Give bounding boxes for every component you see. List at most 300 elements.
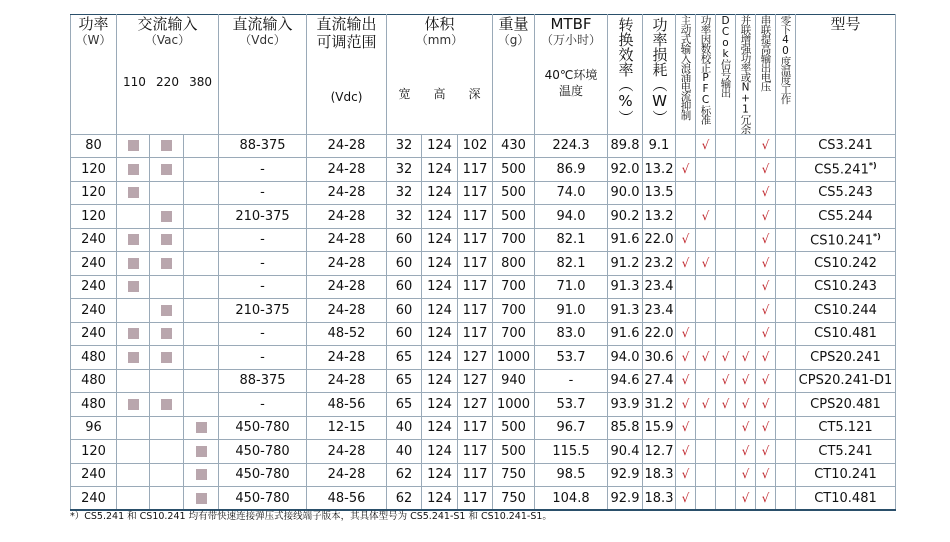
check-mark: √ [761,420,770,435]
cell-dc-output: 24-28 [307,181,387,205]
ac-support-marker [161,399,172,410]
cell-efficiency: 92.9 [608,463,643,487]
cell-active-inrush [676,487,696,511]
cell-ac-380 [184,369,219,393]
cell-ac-110 [117,181,150,205]
model-name: CS10.244 [814,302,877,318]
cell-power: 120 [71,181,117,205]
cell-ac-110 [117,134,150,158]
table-row [71,393,896,417]
cell-dc-input: 210-375 [219,205,307,229]
cell-depth: 117 [458,299,493,323]
cell-ac-380 [184,463,219,487]
cell-dc-output: 24-28 [307,299,387,323]
table-row [71,369,896,393]
header-power-unit: （W） [75,33,112,47]
cell-dc-input: - [219,228,307,252]
header-ac-380: 380 [189,75,212,89]
model-name: CS10.241 [810,232,873,248]
cell-power: 240 [71,322,117,346]
cell-model [796,369,896,393]
header-ac-input-unit: （Vac） [144,33,191,47]
cell-ac-110 [117,487,150,511]
ac-support-marker [128,281,139,292]
cell-pfc [696,228,716,252]
cell-efficiency: 94.6 [608,369,643,393]
cell-loss: 15.9 [643,416,676,440]
cell-depth: 117 [458,158,493,182]
cell-mtbf: 71.0 [535,275,608,299]
cell-model [796,275,896,299]
cell-ac-110 [117,275,150,299]
cell-low-temp [776,228,796,252]
ac-support-marker [128,399,139,410]
ac-support-marker [128,328,139,339]
cell-loss: 23.2 [643,252,676,276]
header-model-label: 型号 [830,15,861,33]
check-mark: √ [761,326,770,341]
table-row [71,463,896,487]
cell-dc-output: 48-56 [307,487,387,511]
cell-pfc [696,463,716,487]
model-name: CT5.121 [818,420,873,436]
cell-dc-output: 24-28 [307,228,387,252]
cell-ac-380 [184,228,219,252]
cell-ac-380 [184,440,219,464]
cell-weight: 500 [493,181,535,205]
cell-loss: 13.2 [643,158,676,182]
cell-height: 124 [422,322,458,346]
cell-weight: 700 [493,322,535,346]
cell-ac-220 [150,346,184,370]
cell-loss: 13.2 [643,205,676,229]
header-dc-input [219,15,307,135]
cell-height: 124 [422,463,458,487]
cell-ac-220 [150,416,184,440]
cell-dc-input: 450-780 [219,416,307,440]
cell-series [756,463,776,487]
cell-low-temp [776,487,796,511]
model-name: CT10.241 [814,467,877,483]
model-name: CPS20.241 [810,349,881,365]
cell-low-temp [776,252,796,276]
cell-power: 480 [71,369,117,393]
cell-ac-110 [117,322,150,346]
header-efficiency-label: 转换效率（%） [616,17,635,125]
header-parallel-label: 并联增强功率或N+1冗余 [739,15,752,134]
cell-efficiency: 91.3 [608,299,643,323]
cell-series [756,346,776,370]
cell-width: 60 [387,322,422,346]
cell-parallel [736,275,756,299]
cell-weight: 1000 [493,393,535,417]
model-name: CS5.244 [818,208,873,224]
cell-ac-380 [184,487,219,511]
cell-width: 65 [387,346,422,370]
cell-ac-110 [117,416,150,440]
table-row [71,275,896,299]
cell-mtbf: 74.0 [535,181,608,205]
cell-weight: 500 [493,205,535,229]
header-mtbf-condition-2: 温度 [558,84,583,98]
cell-parallel [736,393,756,417]
cell-weight: 700 [493,275,535,299]
cell-pfc [696,275,716,299]
cell-ac-220 [150,463,184,487]
cell-ac-380 [184,416,219,440]
cell-active-inrush [676,322,696,346]
ac-support-marker [128,140,139,151]
cell-width: 40 [387,440,422,464]
header-dc-input-label: 直流输入 [232,15,293,33]
cell-power: 96 [71,416,117,440]
header-row [71,15,896,135]
cell-series [756,487,776,511]
cell-series [756,369,776,393]
header-volume [387,15,493,135]
cell-ac-220 [150,299,184,323]
cell-dc-ok [716,158,736,182]
cell-ac-110 [117,252,150,276]
cell-ac-220 [150,228,184,252]
header-dc-output [307,15,387,135]
cell-dc-input: 88-375 [219,134,307,158]
cell-weight: 1000 [493,346,535,370]
cell-loss: 18.3 [643,487,676,511]
cell-pfc [696,158,716,182]
product-spec-table [70,14,896,511]
cell-parallel [736,463,756,487]
header-weight-label: 重量 [498,15,529,33]
cell-power: 240 [71,228,117,252]
header-loss-label: 功率损耗（W） [650,17,669,125]
cell-pfc [696,134,716,158]
header-series [756,15,776,135]
cell-active-inrush [676,134,696,158]
cell-ac-110 [117,393,150,417]
cell-dc-ok [716,322,736,346]
ac-support-marker [128,258,139,269]
header-active-inrush-label: 主动式输入浪涌电流抑制 [679,15,692,120]
cell-depth: 102 [458,134,493,158]
model-name: CS5.241 [814,162,869,178]
cell-power: 80 [71,134,117,158]
cell-dc-input: - [219,158,307,182]
ac-support-marker [161,328,172,339]
model-name: CS10.243 [814,279,877,295]
cell-parallel [736,158,756,182]
cell-weight: 940 [493,369,535,393]
header-depth: 深 [468,87,481,101]
cell-efficiency: 91.6 [608,322,643,346]
cell-low-temp [776,134,796,158]
cell-series [756,158,776,182]
cell-loss: 27.4 [643,369,676,393]
header-volume-label: 体积 [424,15,455,33]
header-mtbf-label: MTBF [550,15,592,33]
ac-support-marker [196,493,207,504]
cell-efficiency: 91.2 [608,252,643,276]
model-name: CS3.241 [818,138,873,154]
cell-pfc [696,346,716,370]
table-row [71,134,896,158]
cell-width: 60 [387,252,422,276]
cell-width: 60 [387,275,422,299]
cell-active-inrush [676,440,696,464]
cell-power: 120 [71,205,117,229]
cell-ac-380 [184,158,219,182]
ac-support-marker [161,211,172,222]
cell-depth: 117 [458,416,493,440]
cell-height: 124 [422,275,458,299]
cell-pfc [696,252,716,276]
cell-dc-ok [716,252,736,276]
table-body [71,134,896,510]
cell-height: 124 [422,487,458,511]
cell-dc-ok [716,440,736,464]
header-efficiency [608,15,643,135]
cell-ac-380 [184,252,219,276]
cell-loss: 13.5 [643,181,676,205]
cell-parallel [736,228,756,252]
check-mark: √ [761,161,770,176]
cell-power: 240 [71,275,117,299]
cell-dc-output: 24-28 [307,134,387,158]
cell-ac-220 [150,134,184,158]
check-mark: √ [741,349,750,364]
cell-efficiency: 90.2 [608,205,643,229]
cell-power: 120 [71,440,117,464]
cell-dc-ok [716,299,736,323]
cell-ac-110 [117,299,150,323]
table-row [71,181,896,205]
header-dc-output-label-2: 可调范围 [316,33,377,51]
cell-loss: 23.4 [643,275,676,299]
check-mark: √ [761,208,770,223]
cell-height: 124 [422,440,458,464]
cell-mtbf: 82.1 [535,252,608,276]
cell-ac-220 [150,487,184,511]
table-row [71,487,896,511]
cell-pfc [696,487,716,511]
cell-efficiency: 92.9 [608,487,643,511]
table-row [71,440,896,464]
check-mark: √ [681,490,690,505]
cell-pfc [696,322,716,346]
table-row [71,158,896,182]
header-dc-output-label-1: 直流输出 [316,15,377,33]
header-parallel [736,15,756,135]
cell-low-temp [776,416,796,440]
cell-weight: 750 [493,487,535,511]
cell-depth: 117 [458,252,493,276]
header-ac-voltages [117,75,218,89]
cell-active-inrush [676,346,696,370]
cell-width: 65 [387,369,422,393]
check-mark: √ [761,490,770,505]
cell-low-temp [776,346,796,370]
cell-ac-220 [150,440,184,464]
cell-parallel [736,440,756,464]
check-mark: √ [681,255,690,270]
cell-dc-ok [716,205,736,229]
cell-series [756,393,776,417]
cell-ac-220 [150,369,184,393]
table-row [71,322,896,346]
cell-pfc [696,416,716,440]
cell-loss: 9.1 [643,134,676,158]
cell-mtbf: 86.9 [535,158,608,182]
cell-height: 124 [422,369,458,393]
cell-width: 62 [387,487,422,511]
header-low-temp [776,15,796,135]
cell-dc-input: - [219,252,307,276]
cell-width: 62 [387,463,422,487]
cell-dc-ok [716,463,736,487]
cell-weight: 750 [493,463,535,487]
cell-depth: 127 [458,393,493,417]
header-dc-ok-label: DCok信号输出 [719,15,732,97]
cell-dc-ok [716,416,736,440]
cell-dc-ok [716,228,736,252]
check-mark: √ [741,420,750,435]
cell-model [796,393,896,417]
cell-ac-380 [184,346,219,370]
check-mark: √ [681,420,690,435]
cell-width: 65 [387,393,422,417]
cell-pfc [696,181,716,205]
model-name: CS5.243 [818,185,873,201]
check-mark: √ [761,373,770,388]
cell-weight: 800 [493,252,535,276]
header-active-inrush [676,15,696,135]
cell-ac-110 [117,463,150,487]
cell-width: 60 [387,228,422,252]
cell-ac-220 [150,158,184,182]
header-ac-input-label: 交流输入 [137,15,198,33]
check-mark: √ [761,443,770,458]
cell-ac-380 [184,181,219,205]
check-mark: √ [761,255,770,270]
cell-model [796,299,896,323]
check-mark: √ [741,490,750,505]
cell-weight: 700 [493,228,535,252]
cell-power: 480 [71,393,117,417]
cell-loss: 12.7 [643,440,676,464]
cell-efficiency: 91.3 [608,275,643,299]
model-footnote-mark: *) [868,161,877,171]
cell-width: 32 [387,181,422,205]
cell-active-inrush [676,299,696,323]
cell-depth: 117 [458,487,493,511]
header-dc-ok [716,15,736,135]
model-name: CT5.241 [818,443,873,459]
cell-low-temp [776,158,796,182]
cell-efficiency: 94.0 [608,346,643,370]
cell-dc-input: 450-780 [219,487,307,511]
cell-loss: 22.0 [643,228,676,252]
cell-efficiency: 92.0 [608,158,643,182]
model-name: CPS20.481 [810,396,881,412]
cell-parallel [736,181,756,205]
model-name: CPS20.241-D1 [798,373,893,389]
cell-height: 124 [422,252,458,276]
cell-height: 124 [422,205,458,229]
cell-dc-input: - [219,275,307,299]
cell-loss: 31.2 [643,393,676,417]
cell-low-temp [776,299,796,323]
cell-model [796,322,896,346]
check-mark: √ [761,279,770,294]
cell-dc-ok [716,393,736,417]
cell-series [756,228,776,252]
cell-dc-output: 24-28 [307,346,387,370]
cell-weight: 500 [493,416,535,440]
cell-model [796,134,896,158]
model-footnote-mark: *) [872,231,881,241]
cell-active-inrush [676,275,696,299]
cell-ac-110 [117,440,150,464]
cell-parallel [736,346,756,370]
model-name: CS10.481 [814,326,877,342]
cell-low-temp [776,440,796,464]
cell-power: 240 [71,487,117,511]
table-row [71,416,896,440]
check-mark: √ [701,396,710,411]
ac-support-marker [128,234,139,245]
cell-low-temp [776,205,796,229]
cell-height: 124 [422,181,458,205]
header-mtbf [535,15,608,135]
cell-mtbf: 94.0 [535,205,608,229]
cell-parallel [736,134,756,158]
cell-power: 120 [71,158,117,182]
cell-height: 124 [422,228,458,252]
cell-dc-output: 48-56 [307,393,387,417]
header-model [796,15,896,135]
check-mark: √ [721,349,730,364]
cell-model [796,205,896,229]
cell-mtbf: 98.5 [535,463,608,487]
check-mark: √ [681,349,690,364]
ac-support-marker [196,446,207,457]
cell-parallel [736,487,756,511]
cell-dc-ok [716,181,736,205]
cell-dc-ok [716,134,736,158]
cell-depth: 127 [458,369,493,393]
check-mark: √ [681,232,690,247]
check-mark: √ [681,326,690,341]
check-mark: √ [701,349,710,364]
ac-support-marker [128,352,139,363]
cell-low-temp [776,322,796,346]
table-row [71,299,896,323]
cell-ac-220 [150,205,184,229]
cell-dc-output: 24-28 [307,369,387,393]
header-low-temp-label: 零下40度温度工作 [779,15,792,104]
header-volume-dims [387,85,492,102]
cell-dc-output: 24-28 [307,252,387,276]
check-mark: √ [701,138,710,153]
cell-mtbf: 115.5 [535,440,608,464]
cell-dc-input: 450-780 [219,440,307,464]
cell-model [796,463,896,487]
cell-series [756,252,776,276]
cell-active-inrush [676,393,696,417]
cell-depth: 117 [458,463,493,487]
ac-support-marker [161,140,172,151]
cell-pfc [696,393,716,417]
